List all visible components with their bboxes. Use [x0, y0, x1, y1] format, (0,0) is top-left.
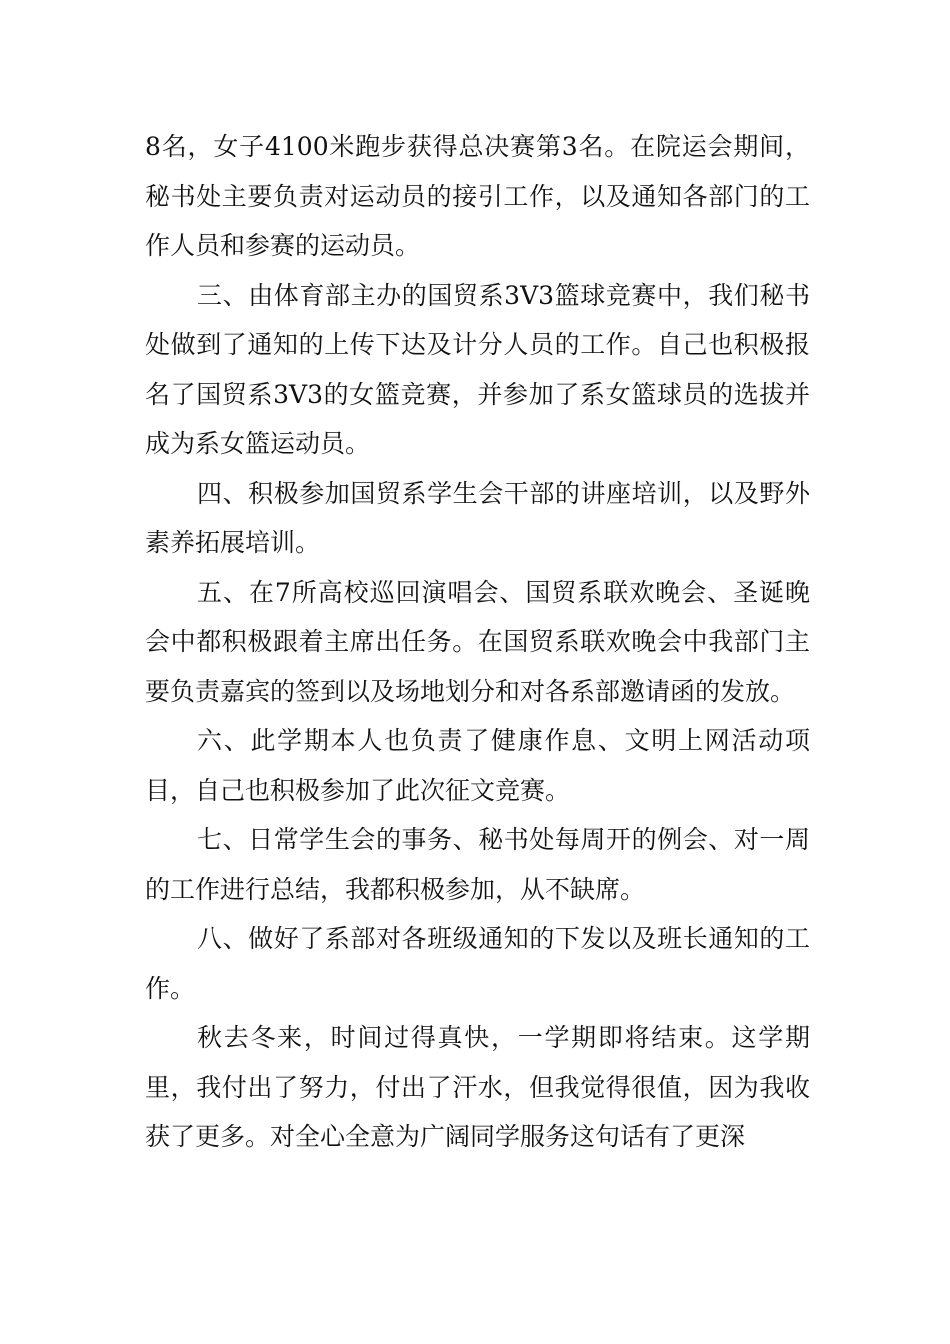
paragraph-item-4: 四、积极参加国贸系学生会干部的讲座培训，以及野外素养拓展培训。 [145, 478, 810, 557]
paragraph-summary: 秋去冬来，时间过得真快，一学期即将结束。这学期里，我付出了努力，付出了汗水，但我觉得很值，因为我收获了更多。对全心全意为广阔同学服务这句话有了更深 [145, 1023, 810, 1151]
paragraph-item-8: 八、做好了系部对各班级通知的下发以及班长通知的工作。 [145, 924, 810, 1003]
paragraph-item-5: 五、在7所高校巡回演唱会、国贸系联欢晚会、圣诞晚会中都积极跟着主席出任务。在国贸系联欢晚会中我部门主要负责嘉宾的签到以及场地划分和对各系部邀请函的发放。 [145, 577, 810, 706]
paragraph-item-6: 六、此学期本人也负责了健康作息、文明上网活动项目，自己也积极参加了此次征文竞赛。 [145, 726, 810, 805]
paragraph-continuation: 8名，女子4100米跑步获得总决赛第3名。在院运会期间，秘书处主要负责对运动员的接引工作，以及通知各部门的工作人员和参赛的运动员。 [145, 132, 810, 260]
document-body [145, 122, 810, 1162]
paragraph-item-3: 三、由体育部主办的国贸系3V3篮球竞赛中，我们秘书处做到了通知的上传下达及计分人员的工作。自己也积极报名了国贸系3V3的女篮竞赛，并参加了系女篮球员的选拔并成为系女篮运动员。 [145, 280, 810, 458]
paragraph-item-7: 七、日常学生会的事务、秘书处每周开的例会、对一周的工作进行总结，我都积极参加，从不缺席。 [145, 825, 810, 904]
